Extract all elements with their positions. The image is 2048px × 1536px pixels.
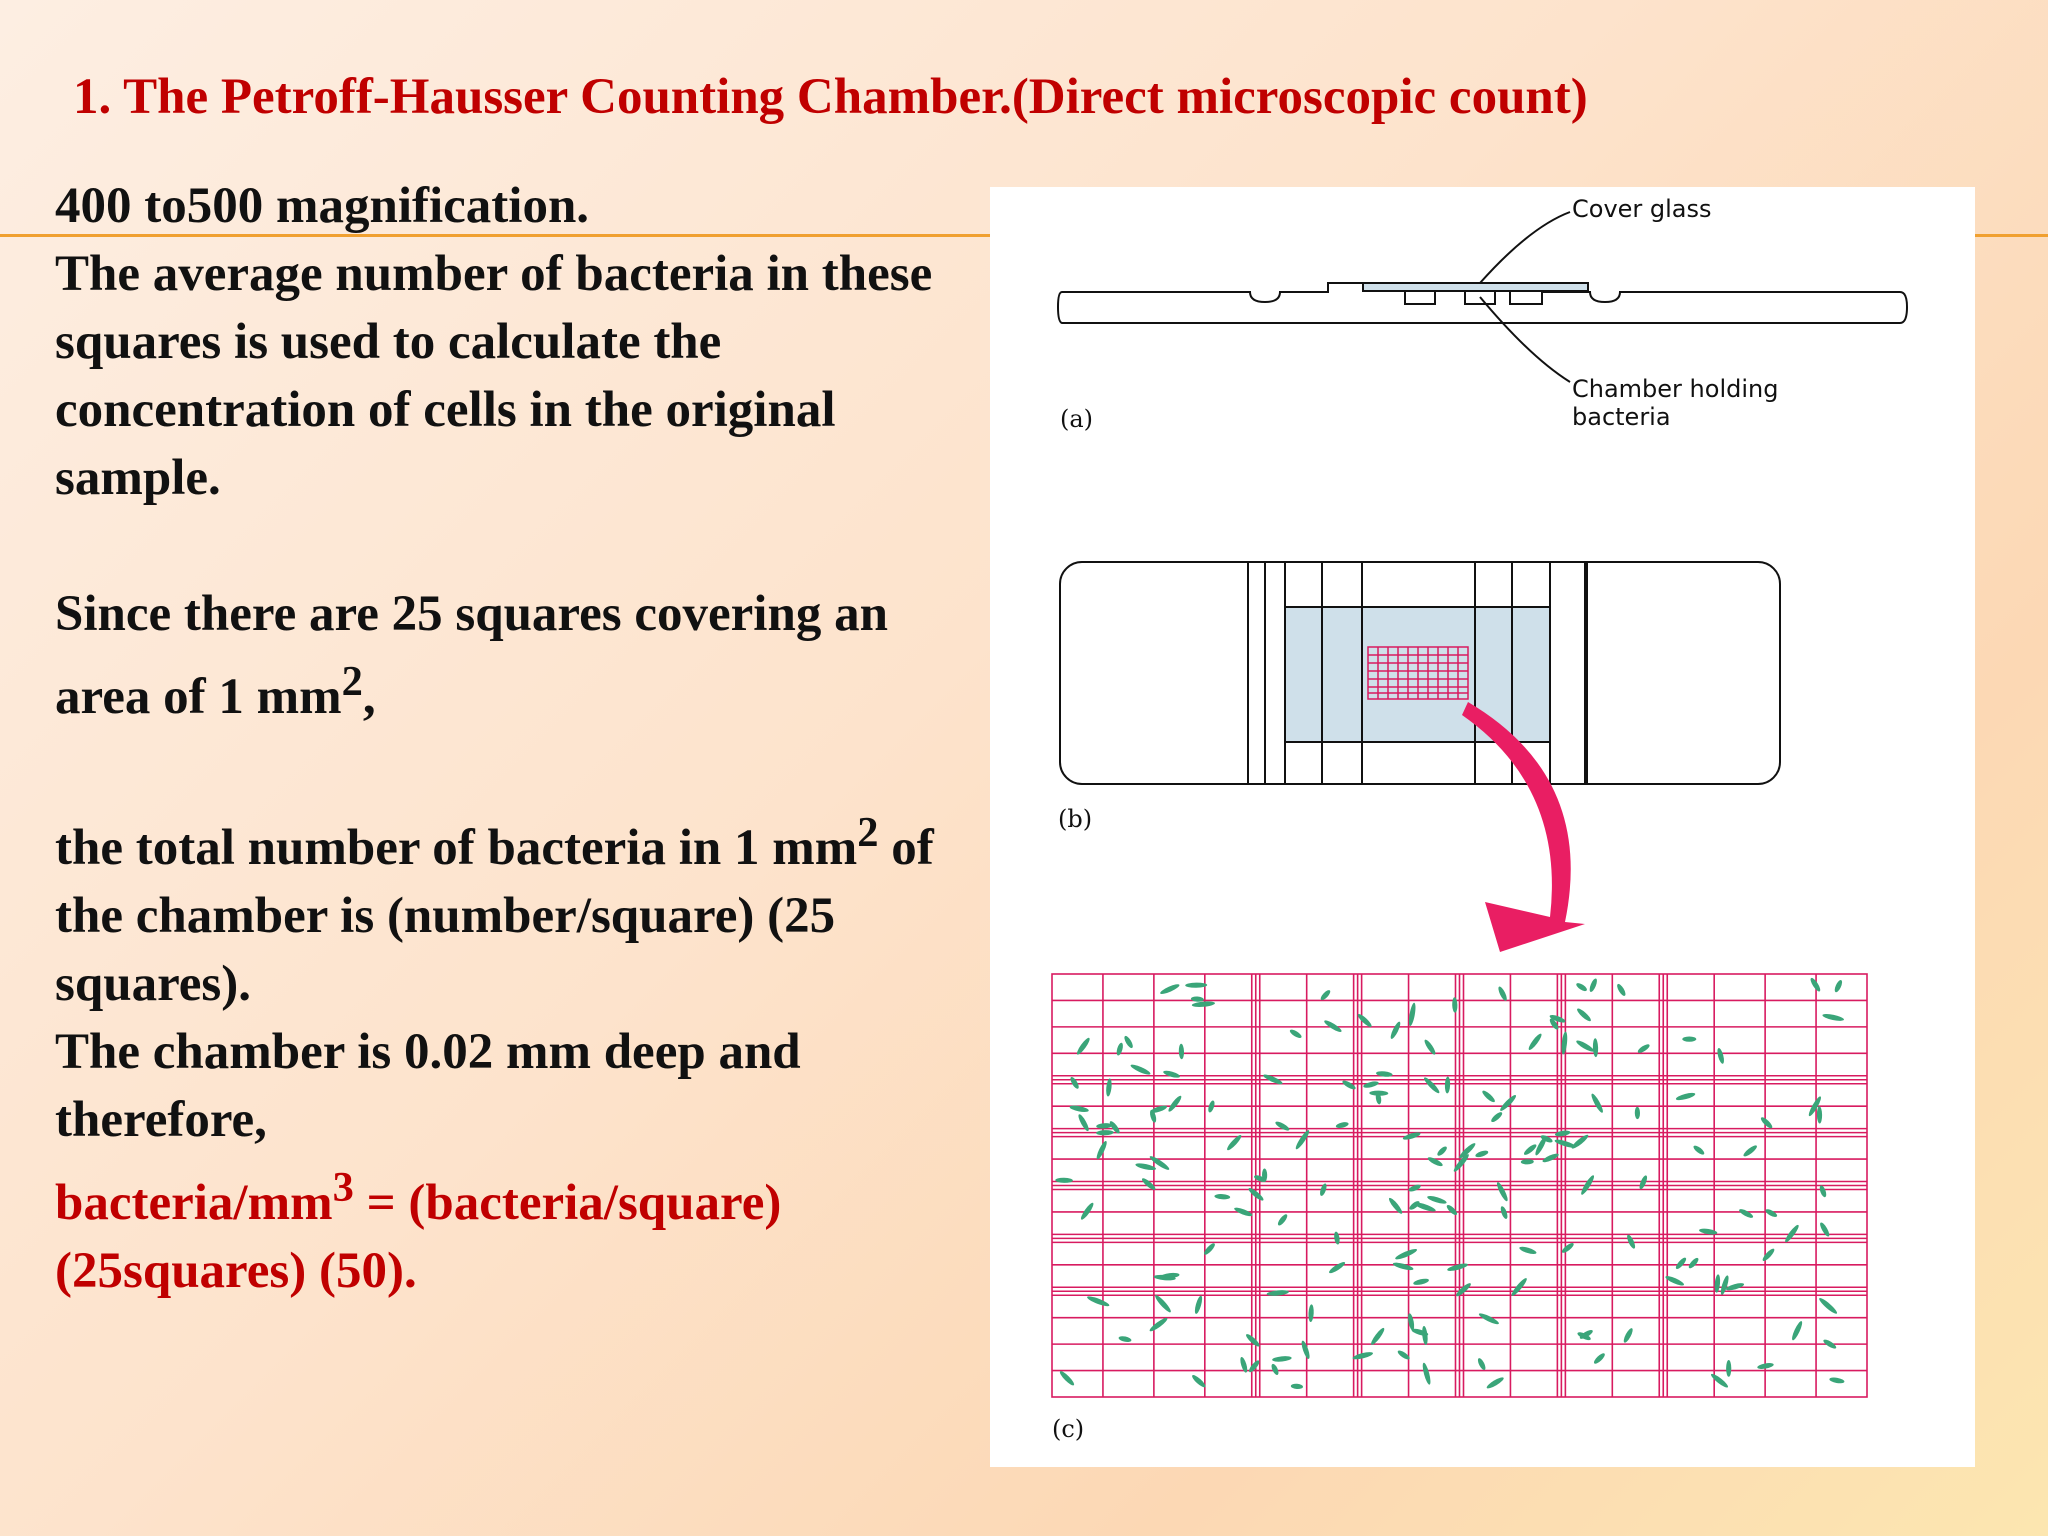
panel-label-c: (c) <box>1052 1415 1085 1443</box>
chamber-leader <box>1480 297 1570 382</box>
bacterium <box>1300 1340 1311 1360</box>
spacer <box>55 512 955 580</box>
bacterium <box>1738 1208 1754 1220</box>
bacterium <box>1392 1261 1414 1272</box>
bacterium <box>1726 1360 1731 1377</box>
bacterium <box>1527 1032 1543 1051</box>
bacterium <box>1086 1295 1110 1308</box>
bacterium <box>1118 1335 1132 1343</box>
bacterium <box>1710 1372 1730 1389</box>
bacterium <box>1319 989 1332 1002</box>
bacterium <box>1818 1185 1827 1198</box>
paragraph-magnification: 400 to500 magnification. <box>55 178 590 234</box>
bacterium <box>1272 1355 1292 1362</box>
total-superscript: 2 <box>857 809 879 856</box>
bacterium <box>1096 1130 1114 1136</box>
bacterium <box>1481 1089 1497 1104</box>
label-cover-glass: Cover glass <box>1572 195 1712 223</box>
bacterium <box>1436 1145 1448 1157</box>
bacterium <box>1421 1362 1432 1385</box>
bacterium <box>1475 1149 1489 1158</box>
cover-glass <box>1363 283 1588 291</box>
bacterium <box>1817 1106 1822 1123</box>
bacterium <box>1592 1352 1606 1366</box>
bacterium <box>1833 979 1843 993</box>
bacterium <box>1719 1275 1730 1296</box>
bacterium <box>1682 1037 1696 1042</box>
bacterium <box>1192 1001 1216 1008</box>
bacterium <box>1369 1090 1388 1096</box>
slide-title: 1. The Petroff-Hausser Counting Chamber.(Direct microscopic count) <box>73 69 1588 125</box>
bacterium <box>1069 1076 1080 1090</box>
bacterium <box>1829 1377 1845 1385</box>
bacterium <box>1495 1181 1509 1202</box>
bacterium <box>1497 985 1509 1001</box>
bacterium <box>1759 1116 1773 1130</box>
bacterium <box>1761 1247 1776 1262</box>
bacterium <box>1622 1327 1634 1344</box>
spacer <box>55 731 955 799</box>
bacterium <box>1159 982 1180 995</box>
formula-superscript: 3 <box>332 1164 354 1211</box>
bacterium <box>1058 1370 1075 1387</box>
bacterium <box>1308 1304 1314 1322</box>
bacterium <box>1490 1111 1504 1124</box>
bacterium <box>1674 1256 1687 1270</box>
bacterium <box>1426 1194 1447 1205</box>
bacterium <box>1153 1293 1172 1313</box>
bacterium <box>1413 1277 1430 1286</box>
bacterium <box>1270 1363 1280 1376</box>
paragraph-squares <box>55 580 955 731</box>
bacterium <box>1764 1208 1778 1219</box>
bacterium <box>1394 1247 1418 1261</box>
cover-glass-leader <box>1480 212 1570 283</box>
bacterium <box>1123 1035 1135 1050</box>
bacterium <box>1245 1332 1262 1348</box>
chamber-wells <box>1405 291 1542 304</box>
bacterium <box>1742 1144 1758 1158</box>
squares-superscript: 2 <box>341 658 363 705</box>
bacterium <box>1291 1383 1304 1389</box>
bacterium <box>1716 1047 1725 1064</box>
bacterium <box>1575 982 1588 993</box>
bacterium <box>1790 1320 1804 1341</box>
bacterium <box>1588 978 1598 993</box>
panel-b-top-view <box>1060 562 1780 784</box>
bacterium <box>1714 1274 1721 1293</box>
bacterium <box>1593 1038 1599 1057</box>
bacterium <box>1616 983 1627 997</box>
bacterium <box>1167 1094 1183 1113</box>
bacterium <box>1422 1076 1441 1095</box>
bacterium <box>1247 1359 1260 1374</box>
bacterium <box>1276 1213 1288 1227</box>
bacterium <box>1328 1260 1347 1275</box>
panel-label-b: (b) <box>1058 805 1093 833</box>
bacterium <box>1478 1312 1500 1326</box>
bacterium <box>1289 1028 1303 1040</box>
bacteria-cells <box>1055 977 1845 1391</box>
bacterium <box>1148 1316 1169 1333</box>
body-text <box>55 172 955 1305</box>
label-chamber-line1: Chamber holding <box>1572 375 1779 403</box>
bacterium <box>1105 1078 1112 1096</box>
bacterium <box>1445 1203 1458 1216</box>
bacterium <box>1687 1256 1700 1269</box>
label-chamber-line2: bacteria <box>1572 403 1671 431</box>
bacterium <box>1476 1357 1487 1371</box>
formula <box>55 1154 955 1305</box>
total-text-a: the total number of bacteria in 1 mm <box>55 820 858 876</box>
bacterium <box>1179 1044 1185 1060</box>
bacterium <box>1590 1092 1605 1113</box>
bacterium <box>1519 1245 1538 1255</box>
bacterium <box>1163 1069 1181 1079</box>
panel-label-a: (a) <box>1060 405 1094 433</box>
bacterium <box>1692 1144 1705 1156</box>
bacterium <box>1369 1327 1386 1347</box>
squares-comma: , <box>362 669 376 725</box>
bacterium <box>1193 1295 1203 1315</box>
bacterium <box>1818 1221 1831 1237</box>
counting-grid-magnified <box>1052 974 1867 1397</box>
bacterium <box>1274 1120 1290 1132</box>
panel-a-side-view <box>1058 212 1907 382</box>
paragraph-average: The average number of bacteria in these squares is used to calculate the concentration of cells in the original sample. <box>55 246 933 506</box>
bacterium <box>1427 1156 1444 1168</box>
bacterium <box>1485 1376 1504 1391</box>
chamber-diagram <box>990 187 1975 1467</box>
paragraph-depth: The chamber is 0.02 mm deep and therefore, <box>55 1024 801 1148</box>
bacterium <box>1352 1351 1374 1361</box>
squares-text: Since there are 25 squares covering an area of 1 mm <box>55 586 888 725</box>
bacterium <box>1576 1007 1593 1023</box>
bacterium <box>1635 1107 1640 1119</box>
bacterium <box>1447 1262 1469 1273</box>
total-text-b: of the chamber is (number/square) (25 squares). <box>55 820 934 1012</box>
bacterium <box>1363 1080 1380 1089</box>
bacterium <box>1185 982 1207 988</box>
bacterium <box>1214 1194 1230 1200</box>
bacterium <box>1575 1039 1595 1054</box>
bacterium <box>1095 1140 1109 1160</box>
bacterium <box>1452 997 1458 1013</box>
bacterium <box>1499 1093 1518 1112</box>
bacterium <box>1818 1296 1839 1315</box>
bacterium <box>1675 1091 1696 1101</box>
bacterium <box>1341 1079 1357 1091</box>
formula-text-a: bacteria/mm <box>55 1175 333 1231</box>
formula-text-b: = (bacteria/square) (25squares) (50). <box>55 1175 782 1299</box>
bacterium <box>1389 1021 1402 1040</box>
bacterium <box>1561 1241 1576 1254</box>
paragraph-total <box>55 799 955 1018</box>
bacterium <box>1130 1063 1152 1077</box>
counting-chamber-figure <box>990 187 1975 1467</box>
bacterium <box>1822 1013 1845 1023</box>
